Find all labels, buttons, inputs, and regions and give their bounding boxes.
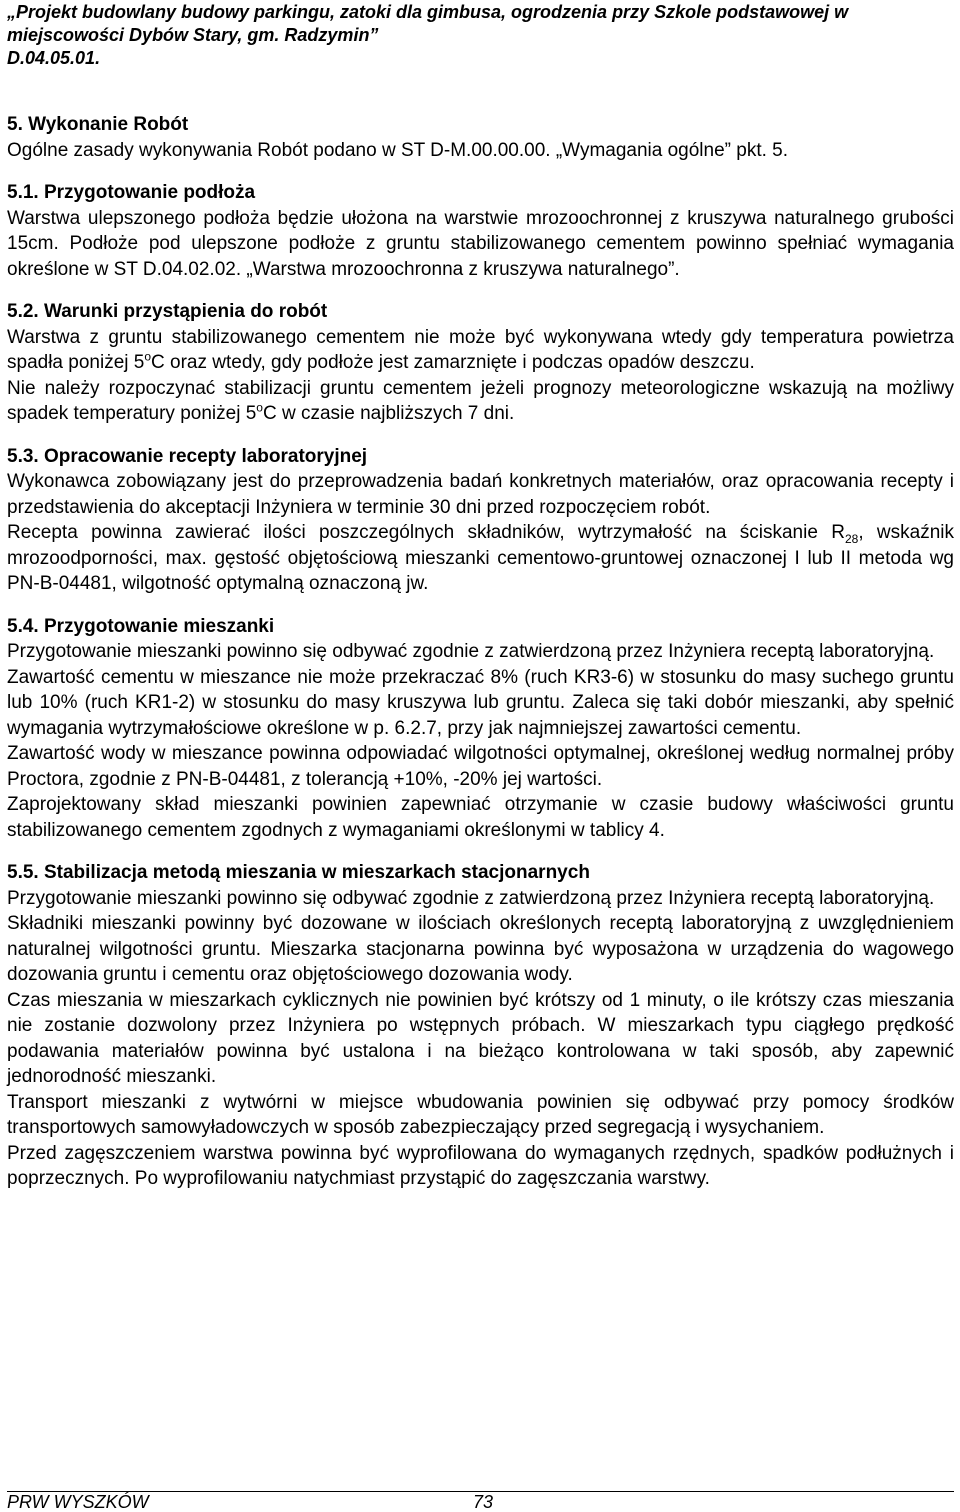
- text-run: C oraz wtedy, gdy podłoże jest zamarznięte i podczas opadów deszczu.: [151, 352, 755, 373]
- text-run: Nie należy rozpoczynać stabilizacji gruntu cementem jeżeli prognozy meteorologiczne wskazują na możliwy spadek temperatury poniżej 5: [7, 377, 954, 424]
- section-heading: 5.3. Opracowanie recepty laboratoryjnej: [7, 445, 368, 467]
- paragraph: Zaprojektowany skład mieszanki powinien zapewniać otrzymanie w czasie budowy właściwości gruntu stabilizowanego cementem zgodnych z wymaganiami określonymi w tablicy 4.: [7, 794, 954, 841]
- paragraph: Ogólne zasady wykonywania Robót podano w ST D-M.00.00.00. „Wymagania ogólne” pkt. 5.: [7, 139, 789, 161]
- paragraph: Składniki mieszanki powinny być dozowane w ilościach określonych receptą laboratoryjną z uwzględnieniem naturalnej wilgotności gruntu. Mieszarka stacjonarna powinna być wyposażona w urządzenia do wagowego dozowania gruntu i cementu oraz objętościowego dozowania wody.: [7, 913, 954, 985]
- section-heading: 5. Wykonanie Robót: [7, 114, 189, 135]
- paragraph: Transport mieszanki z wytwórni w miejsce wbudowania powinien się odbywać przy pomocy środków transportowych samowyładowczych w sposób zabezpieczający przed segregacją i wysychaniem.: [7, 1091, 954, 1138]
- paragraph: [7, 376, 954, 427]
- header-location: miejscowości Dybów Stary, gm. Radzymin”: [7, 25, 379, 45]
- paragraph: Wykonawca zobowiązany jest do przeprowadzenia badań konkretnych materiałów, oraz opracowania recepty i przedstawienia do akceptacji Inżyniera w terminie 30 dni przed rozpoczęciem robót.: [7, 471, 954, 518]
- paragraph: Przygotowanie mieszanki powinno się odbywać zgodnie z zatwierdzoną przez Inżyniera receptą laboratoryjną.: [7, 641, 935, 662]
- page-header: [7, 1, 947, 70]
- section-5-4: [7, 614, 954, 844]
- header-spec-code: D.04.05.01.: [7, 48, 101, 68]
- degree-superscript: o: [256, 400, 263, 415]
- section-5-5: [7, 860, 954, 1192]
- text-run: C w czasie najbliższych 7 dni.: [262, 403, 515, 424]
- paragraph: Zawartość wody w mieszance powinna odpowiadać wilgotności optymalnej, określonej według normalnej próby Proctora, zgodnie z PN-B-04481, z tolerancją +10%, -20% jej wartości.: [7, 743, 954, 790]
- footer-label: PRW WYSZKÓW: [7, 1492, 149, 1512]
- paragraph: Czas mieszania w mieszarkach cyklicznych nie powinien być krótszy od 1 minuty, o ile krótszy czas mieszania nie zostanie dozwolony przez Inżyniera po wstępnych próbach. W mieszarkach typu ciągłego prędkość podawania materiałów powinna być ustalona i na bieżąco kontrolowana w taki sposób, aby zapewnić jednorodność mieszanki.: [7, 989, 954, 1087]
- section-5-3: [7, 444, 954, 597]
- strength-subscript: 28: [844, 531, 859, 546]
- section-5-2: [7, 299, 954, 427]
- document-body: [7, 112, 954, 1209]
- paragraph: Warstwa ulepszonego podłoża będzie ułożona na warstwie mrozoochronnej z kruszywa naturalnego grubości 15cm. Podłoże pod ulepszone podłoże z gruntu stabilizowanego cementem powinno spełniać wymagania określone w ST D.04.02.02. „Warstwa mrozoochronna z kruszywa naturalnego”.: [7, 207, 954, 280]
- text-run: Recepta powinna zawierać ilości poszczególnych składników, wytrzymałość na ściskanie R: [7, 522, 845, 543]
- text-run: Warstwa z gruntu stabilizowanego cementem nie może być wykonywana wtedy gdy temperatura powietrza spadła poniżej 5: [7, 326, 954, 373]
- section-heading: 5.1. Przygotowanie podłoża: [7, 182, 256, 203]
- page-number: 73: [473, 1492, 494, 1512]
- paragraph: Zawartość cementu w mieszance nie może przekraczać 8% (ruch KR3-6) w stosunku do masy suchego gruntu lub 10% (ruch KR1-2) w stosunku do masy kruszywa lub gruntu. Zaleca się taki dobór mieszanki, aby spełnić wymagania wytrzymałościowe określone w p. 6.2.7, przy jak najmniejszej zawartości cementu.: [7, 666, 954, 739]
- degree-superscript: o: [144, 349, 152, 364]
- paragraph: [7, 325, 954, 376]
- paragraph: Przed zagęszczeniem warstwa powinna być wyprofilowana do wymaganych rzędnych, spadków podłużnych i poprzecznych. Po wyprofilowaniu natychmiast przystąpić do zagęszczania warstwy.: [7, 1142, 954, 1189]
- section-heading: 5.4. Przygotowanie mieszanki: [7, 615, 275, 637]
- section-5-1: [7, 180, 954, 282]
- text-run: , wskaźnik mrozoodporności, max. gęstość objętościową mieszanki cementowo-gruntowej oznaczonej I lub II metoda wg PN-B-04481, wilgotność optymalną oznaczoną jw.: [7, 522, 954, 594]
- section-heading: 5.5. Stabilizacja metodą mieszania w mieszarkach stacjonarnych: [7, 862, 590, 883]
- paragraph: Przygotowanie mieszanki powinno się odbywać zgodnie z zatwierdzoną przez Inżyniera receptą laboratoryjną.: [7, 887, 935, 909]
- paragraph: [7, 520, 954, 597]
- header-project-title: „Projekt budowlany budowy parkingu, zatoki dla gimbusa, ogrodzenia przy Szkole podstawowej w: [7, 2, 849, 22]
- section-5: [7, 112, 954, 163]
- section-heading: 5.2. Warunki przystąpienia do robót: [7, 301, 328, 322]
